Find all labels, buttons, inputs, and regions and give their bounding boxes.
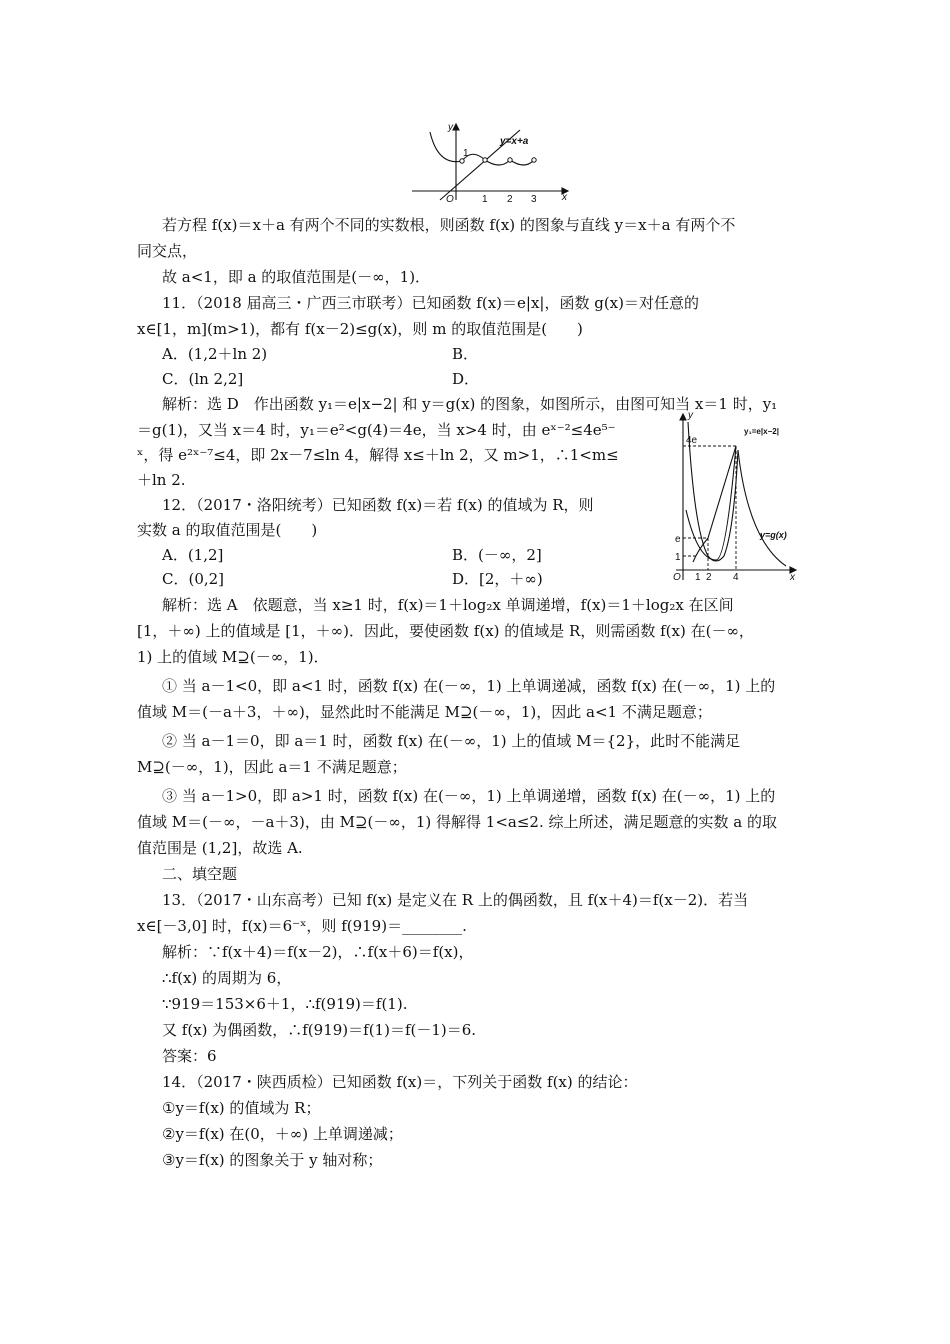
- fig1-line-label: y=x+a: [500, 136, 529, 147]
- text-line: 解析：选 A 依题意，当 x≥1 时，f(x)＝1＋log₂x 单调递增，f(x)＝1＋log₂x 在区间: [162, 596, 734, 614]
- text-line: 14．（2017・陕西质检）已知函数 f(x)＝，下列关于函数 f(x) 的结论：: [162, 1073, 638, 1091]
- text-line: 值域 M＝(－∞，－a＋3)，由 M⊇(－∞，1) 得解得 1<a≤2. 综上所述，满足题意的实数 a 的取: [137, 813, 777, 831]
- fig2-tick-x1: 1: [695, 572, 701, 582]
- fig1-tick-x1: 1: [482, 194, 488, 203]
- choice-b: B．: [452, 345, 479, 363]
- text-line: ∴f(x) 的周期为 6，: [162, 969, 292, 987]
- fig2-label-e: e: [675, 534, 681, 545]
- text-line: ② 当 a－1＝0，即 a＝1 时，函数 f(x) 在(－∞，1) 上的值域 M＝{2}，此时不能满足: [162, 732, 741, 750]
- choice-c: C．(0,2]: [162, 570, 225, 588]
- choice-c: C．(ln 2,2]: [162, 370, 244, 388]
- choice-a: A．(1,2＋ln 2): [162, 345, 268, 363]
- fig2-tick-x4: 4: [733, 572, 739, 582]
- text-line: 值域 M＝(－a＋3，＋∞)，显然此时不能满足 M⊇(－∞，1)，因此 a<1 不满足题意；: [137, 703, 712, 721]
- text-line: 11．（2018 届高三・广西三市联考）已知函数 f(x)＝e|x|，函数 g(x)＝对任意的: [162, 294, 699, 312]
- text-line: ＋ln 2.: [137, 471, 186, 489]
- figure-1: [410, 118, 575, 203]
- text-line: 解析：选 D 作出函数 y₁＝e|x−2| 和 y＝g(x) 的图象，如图所示，由图可知当 x＝1 时，y₁: [162, 395, 778, 413]
- text-line: ①y＝f(x) 的值域为 R；: [162, 1099, 321, 1117]
- text-line: [1，＋∞) 上的值域是 [1，＋∞)．因此，要使函数 f(x) 的值域是 R，则需函数 f(x) 在(－∞，: [137, 622, 754, 640]
- text-line: ③ 当 a－1>0，即 a>1 时，函数 f(x) 在(－∞，1) 上单调递增，函数 f(x) 在(－∞，1) 上的: [162, 787, 776, 805]
- fig2-curve1-label: y₁=e|x−2|: [744, 427, 779, 436]
- fig1-y-label: y: [448, 122, 453, 133]
- choice-d: D．[2，＋∞): [452, 570, 543, 588]
- figure-2: [668, 410, 800, 582]
- answer: 答案：6: [162, 1047, 217, 1065]
- choice-d: D．: [452, 370, 480, 388]
- text-line: 又 f(x) 为偶函数，∴f(919)＝f(1)＝f(－1)＝6.: [162, 1021, 477, 1039]
- text-line: 故 a<1，即 a 的取值范围是(－∞，1)．: [162, 268, 431, 286]
- text-line: ＝g(1)，又当 x＝4 时，y₁＝e²<g(4)＝4e，当 x>4 时，由 eˣ⁻²≤4e⁵⁻: [137, 421, 616, 439]
- fig2-y-label: y: [688, 410, 693, 421]
- fig2-origin: O: [673, 572, 681, 582]
- fig2-label-4e: 4e: [686, 435, 698, 446]
- section-heading: 二、填空题: [162, 865, 238, 883]
- choice-b: B．(－∞，2]: [452, 546, 542, 564]
- fig1-origin: O: [446, 194, 454, 203]
- text-line: M⊇(－∞，1)，因此 a＝1 不满足题意；: [137, 758, 407, 776]
- fig2-x-label: x: [790, 572, 795, 582]
- text-line: 若方程 f(x)＝x＋a 有两个不同的实数根，则函数 f(x) 的图象与直线 y＝x＋a 有两个不: [162, 216, 736, 234]
- fig2-curve2-label: y=g(x): [760, 530, 787, 540]
- text-line: ① 当 a－1<0，即 a<1 时，函数 f(x) 在(－∞，1) 上单调递减，函数 f(x) 在(－∞，1) 上的: [162, 677, 776, 695]
- fig1-x-label: x: [562, 192, 567, 203]
- fig2-label-1: 1: [675, 552, 681, 563]
- text-line: 12．（2017・洛阳统考）已知函数 f(x)＝若 f(x) 的值域为 R，则: [162, 496, 594, 514]
- text-line: x∈[－3,0] 时，f(x)＝6⁻ˣ，则 f(919)＝________.: [137, 917, 467, 935]
- text-line: 同交点，: [137, 242, 198, 260]
- text-line: x∈[1，m](m>1)，都有 f(x－2)≤g(x)，则 m 的取值范围是( ): [137, 320, 583, 338]
- fig1-tick-x2: 2: [507, 194, 513, 203]
- text-line: ③y＝f(x) 的图象关于 y 轴对称；: [162, 1151, 383, 1169]
- fig1-tick-x3: 3: [531, 194, 537, 203]
- text-line: ∵919＝153×6＋1，∴f(919)＝f(1).: [162, 995, 408, 1013]
- fig2-tick-x2: 2: [706, 572, 712, 582]
- text-line: 解析：∵f(x＋4)＝f(x－2)，∴f(x＋6)＝f(x)，: [162, 943, 474, 961]
- text-line: 值范围是 (1,2]，故选 A.: [137, 839, 303, 857]
- text-line: ②y＝f(x) 在(0，＋∞) 上单调递减；: [162, 1125, 403, 1143]
- choice-a: A．(1,2]: [162, 546, 224, 564]
- text-line: ˣ，得 e²ˣ⁻⁷≤4，即 2x－7≤ln 4，解得 x≤＋ln 2，又 m>1，∴1<m≤: [137, 446, 619, 464]
- text-line: 1) 上的值域 M⊇(－∞，1)．: [137, 648, 329, 666]
- fig1-tick-y: 1: [463, 148, 469, 159]
- text-line: 13．（2017・山东高考）已知 f(x) 是定义在 R 上的偶函数，且 f(x＋4)＝f(x－2)．若当: [162, 891, 749, 909]
- text-line: 实数 a 的取值范围是( ): [137, 521, 318, 539]
